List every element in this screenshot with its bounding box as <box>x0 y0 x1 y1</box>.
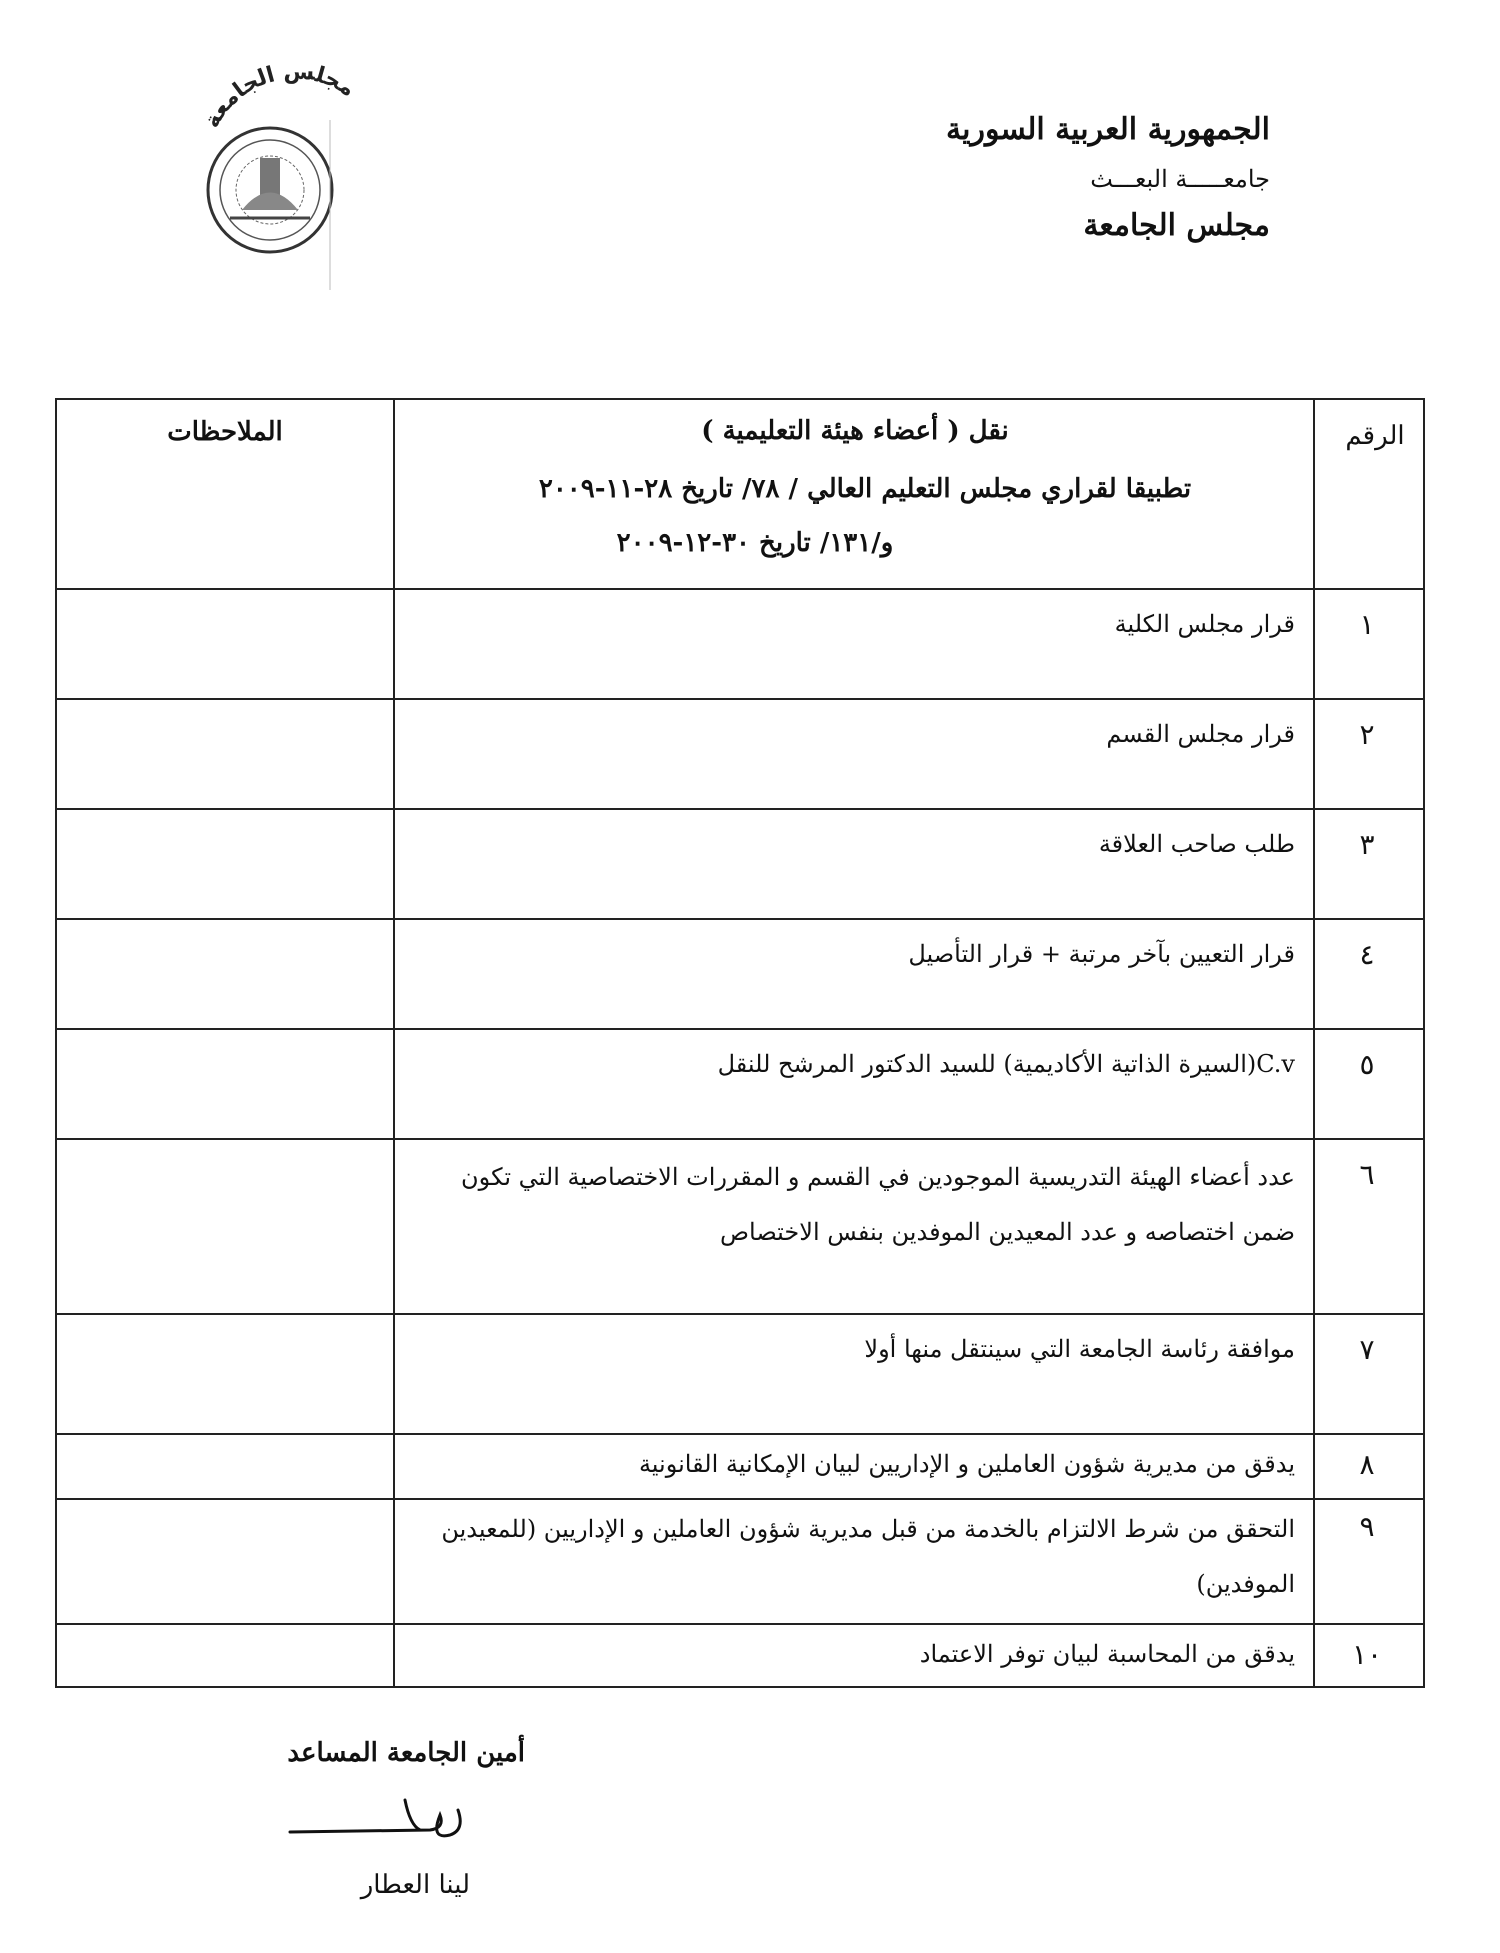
row-number: ٤ <box>1359 938 1375 971</box>
republic-name: الجمهورية العربية السورية <box>946 112 1270 147</box>
council-name: مجلس الجامعة <box>1083 208 1270 243</box>
university-seal <box>150 40 410 300</box>
row-requirement: قرار مجلس القسم <box>1106 720 1295 748</box>
row-requirement: قرار مجلس الكلية <box>1114 610 1295 638</box>
row-number: ٣ <box>1359 828 1375 861</box>
row-number: ٩ <box>1359 1510 1375 1543</box>
row-number: ١٠ <box>1351 1638 1383 1671</box>
decree-line-1: تطبيقا لقراري مجلس التعليم العالي / ٧٨/ تاريخ ٢٨-١١-٢٠٠٩ <box>538 474 1192 504</box>
row-number: ١ <box>1359 608 1375 641</box>
signatory-name: لينا العطار <box>360 1870 470 1900</box>
row-requirement: عدد أعضاء الهيئة التدريسية الموجودين في القسم و المقررات الاختصاصية التي تكون ضمن اختصاصه و عدد المعيدين الموفدين بنفس الاختصاص <box>461 1163 1295 1247</box>
row-number: ٧ <box>1359 1333 1375 1366</box>
row-number: ٨ <box>1359 1448 1375 1481</box>
row-requirement: التحقق من شرط الالتزام بالخدمة من قبل مديرية شؤون العاملين و الإداريين (للمعيدين الموفدين) <box>441 1515 1295 1599</box>
row-requirement: موافقة رئاسة الجامعة التي سينتقل منها أولا <box>864 1335 1295 1363</box>
svg-text:مجلس الجامعة <box>199 59 359 132</box>
decree-line-2: و/١٣١/ تاريخ ٣٠-١٢-٢٠٠٩ <box>616 528 894 558</box>
handwritten-signature <box>280 1790 480 1870</box>
university-name: جامعـــــة البعـــث <box>1090 165 1270 193</box>
row-number: ٥ <box>1359 1048 1375 1081</box>
row-requirement: طلب صاحب العلاقة <box>1098 830 1295 858</box>
row-requirement: C.v(السيرة الذاتية الأكاديمية) للسيد الدكتور المرشح للنقل <box>717 1050 1295 1078</box>
notes-column-header: الملاحظات <box>167 417 283 447</box>
row-requirement: يدقق من مديرية شؤون العاملين و الإداريين لبيان الإمكانية القانونية <box>638 1450 1295 1478</box>
requirements-table <box>55 398 1425 1688</box>
signatory-role: أمين الجامعة المساعد <box>287 1738 525 1768</box>
row-number: ٦ <box>1359 1158 1375 1191</box>
seal-arc-text: مجلس الجامعة <box>199 59 360 133</box>
row-number: ٢ <box>1359 718 1375 751</box>
row-requirement: يدقق من المحاسبة لبيان توفر الاعتماد <box>919 1640 1295 1668</box>
table-title: نقل ( أعضاء هيئة التعليمية ) <box>701 416 1009 446</box>
row-requirement: قرار التعيين بآخر مرتبة + قرار التأصيل <box>908 940 1295 968</box>
number-column-header: الرقم <box>1345 421 1405 451</box>
